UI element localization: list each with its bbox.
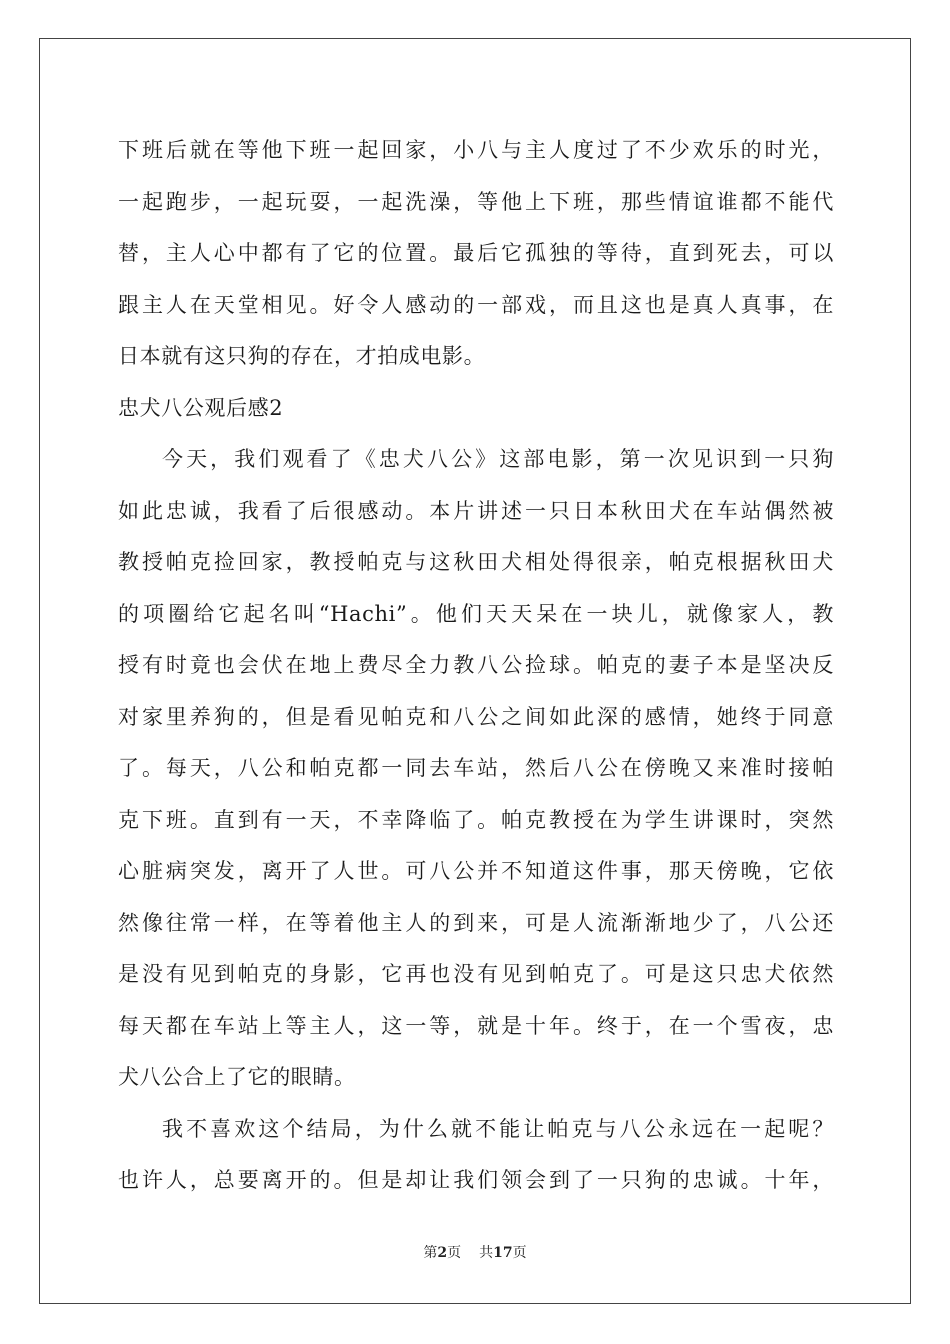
text-line: 对家里养狗的，但是看见帕克和八公之间如此深的感情，她终于同意 [118,704,834,729]
document-body [118,125,834,1207]
text-line: 然像往常一样，在等着他主人的到来，可是人流渐渐地少了，八公还 [118,910,834,935]
text-line: 教授帕克捡回家，教授帕克与这秋田犬相处得很亲，帕克根据秋田犬 [118,550,834,574]
footer-total-prefix: 共 [479,1245,494,1261]
page-number: 2 [437,1245,448,1261]
text-line: 克下班。直到有一天，不幸降临了。帕克教授在为学生讲课时，突然 [118,807,834,832]
section-heading: 忠犬八公观后感2 [118,395,284,420]
text-line: 授有时竟也会伏在地上费尽全力教八公捡球。帕克的妻子本是坚决反 [118,653,834,677]
footer-prefix: 第 [423,1245,438,1261]
text-line: 跟主人在天堂相见。好令人感动的一部戏，而且这也是真人真事，在 [118,292,834,317]
text-line: 的项圈给它起名叫“Hachi”。他们天天呆在一块儿，就像家人，教 [118,601,834,626]
text-line: 每天都在车站上等主人，这一等，就是十年。终于，在一个雪夜，忠 [118,1013,834,1038]
total-pages: 17 [493,1245,513,1261]
text-line: 了。每天，八公和帕克都一同去车站，然后八公在傍晚又来准时接帕 [118,756,834,780]
text-line: 替，主人心中都有了它的位置。最后它孤独的等待，直到死去，可以 [118,241,834,265]
text-line: 下班后就在等他下班一起回家，小八与主人度过了不少欢乐的时光， [118,138,834,162]
text-line: 也许人，总要离开的。但是却让我们领会到了一只狗的忠诚。十年， [118,1168,834,1192]
footer-page-suffix: 页 [447,1245,462,1261]
footer-total-suffix: 页 [512,1245,527,1261]
text-line: 心脏病突发，离开了人世。可八公并不知道这件事，那天傍晚，它依 [118,859,834,883]
text-line: 如此忠诚，我看了后很感动。本片讲述一只日本秋田犬在车站偶然被 [118,498,834,523]
text-line: 我不喜欢这个结局，为什么就不能让帕克与八公永远在一起呢？ [162,1116,834,1141]
text-line: 是没有见到帕克的身影，它再也没有见到帕克了。可是这只忠犬依然 [118,962,834,986]
text-line: 日本就有这只狗的存在，才拍成电影。 [118,344,486,368]
page-footer [0,1242,950,1262]
text-line: 犬八公合上了它的眼睛。 [118,1065,356,1089]
text-line: 一起跑步，一起玩耍，一起洗澡，等他上下班，那些情谊谁都不能代 [118,189,834,214]
text-line: 今天，我们观看了《忠犬八公》这部电影，第一次见识到一只狗 [162,447,834,471]
